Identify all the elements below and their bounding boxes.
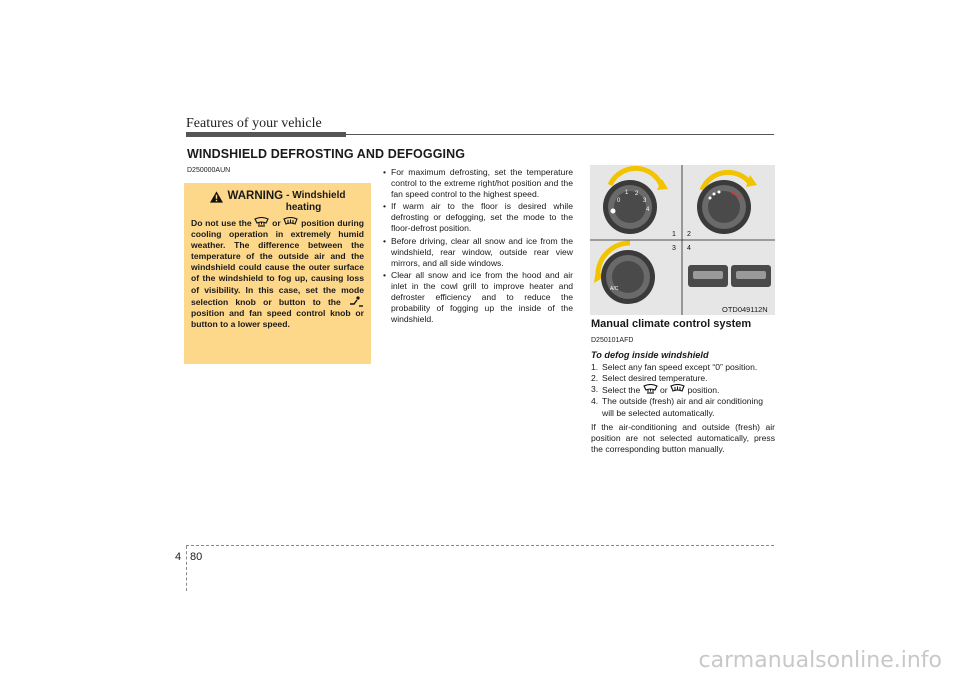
defrost-floor-icon <box>254 217 269 228</box>
callout-label: 3 <box>672 245 676 252</box>
air-conditioning-button <box>731 265 771 287</box>
step-number: 4. <box>591 396 599 407</box>
step-text-a: Select the <box>602 385 641 396</box>
step-text-c: position. <box>687 385 720 396</box>
page-number: 80 <box>190 551 203 563</box>
warning-triangle-icon <box>210 191 223 203</box>
defog-subtitle: To defog inside windshield <box>591 350 709 361</box>
warning-body <box>191 217 364 330</box>
warning-word: WARNING <box>227 190 284 202</box>
manual-climate-title: Manual climate control system <box>591 318 752 330</box>
warning-body-part3: position during cooling operation in extremely humid weather. The difference between the temperature of the outside air and the windshield could cause the outer surface of the windshield to fog up, causing loss of visibility. In this case, set the mode selection knob or button to the <box>191 218 364 307</box>
footer-rule <box>186 545 774 546</box>
step-number: 3. <box>591 384 599 395</box>
defrost-icon <box>670 384 685 395</box>
callout-label: 2 <box>687 231 691 238</box>
watermark: carmanualsonline.info <box>698 648 942 673</box>
list-item: • If warm air to the floor is desired while defrosting or defogging, set the mode to the floor-defrost position. <box>383 201 573 234</box>
callout-label: 1 <box>672 231 676 238</box>
warning-body-part4: position and fan speed control knob or button to a lower speed. <box>191 307 364 329</box>
manual-note: If the air-conditioning and outside (fresh) air position are not selected automatically, press the corresponding button manually. <box>591 421 775 454</box>
fan-mark: 1 <box>625 190 629 196</box>
step-item <box>591 396 775 418</box>
step-number: 2. <box>591 373 599 384</box>
footer-vertical-rule <box>186 546 187 591</box>
step-text: Select any fan speed except “0” position. <box>602 362 758 373</box>
ac-label: A/C <box>610 286 619 292</box>
section-code: D250000AUN <box>187 167 231 174</box>
manual-climate-section <box>591 335 775 455</box>
list-item: • Before driving, clear all snow and ice from the windshield, rear window, outside rear view mirrors, and all side windows. <box>383 236 573 269</box>
recirculation-button <box>688 265 728 287</box>
step-text-b: or <box>660 385 668 396</box>
defrost-floor-icon <box>643 384 658 395</box>
floor-vent-icon <box>348 296 364 307</box>
chapter-number: 4 <box>175 551 182 563</box>
climate-control-illustration <box>590 165 775 315</box>
warning-box <box>184 183 371 364</box>
header-rule <box>346 134 774 135</box>
defrost-tips-list <box>383 167 573 326</box>
step-text: The outside (fresh) air and air conditioning will be selected automatically. <box>602 396 763 418</box>
list-item: • Clear all snow and ice from the hood and air inlet in the cowl grill to improve heater and defroster efficiency and to reduce the probability of fogging up the inside of the windshield. <box>383 270 573 325</box>
climate-control-figure <box>590 165 775 315</box>
warning-body-part1: Do not use the <box>191 218 252 228</box>
figure-caption: OTD049112N <box>722 305 768 314</box>
callout-label: 4 <box>687 245 691 252</box>
step-item <box>591 373 775 384</box>
warning-subject-line1: - Windshield <box>286 190 346 201</box>
warning-body-part2: or <box>272 218 281 228</box>
step-number: 1. <box>591 362 599 373</box>
header-bar <box>186 132 346 137</box>
section-title: WINDSHIELD DEFROSTING AND DEFOGGING <box>187 147 466 161</box>
fan-mark: 4 <box>646 207 650 213</box>
warning-subject-line2: heating <box>285 202 322 213</box>
step-text: Select desired temperature. <box>602 373 708 384</box>
fan-mark: 2 <box>635 191 639 197</box>
svg-text:0: 0 <box>617 198 621 204</box>
step-item <box>591 362 775 373</box>
step-item <box>591 384 775 396</box>
list-item: • For maximum defrosting, set the temperature control to the extreme right/hot position and the fan speed control to the highest speed. <box>383 167 573 200</box>
manual-code: D250101AFD <box>591 337 634 344</box>
chapter-header-title: Features of your vehicle <box>186 116 322 131</box>
defrost-icon <box>283 217 298 228</box>
fan-mark: 3 <box>643 198 647 204</box>
